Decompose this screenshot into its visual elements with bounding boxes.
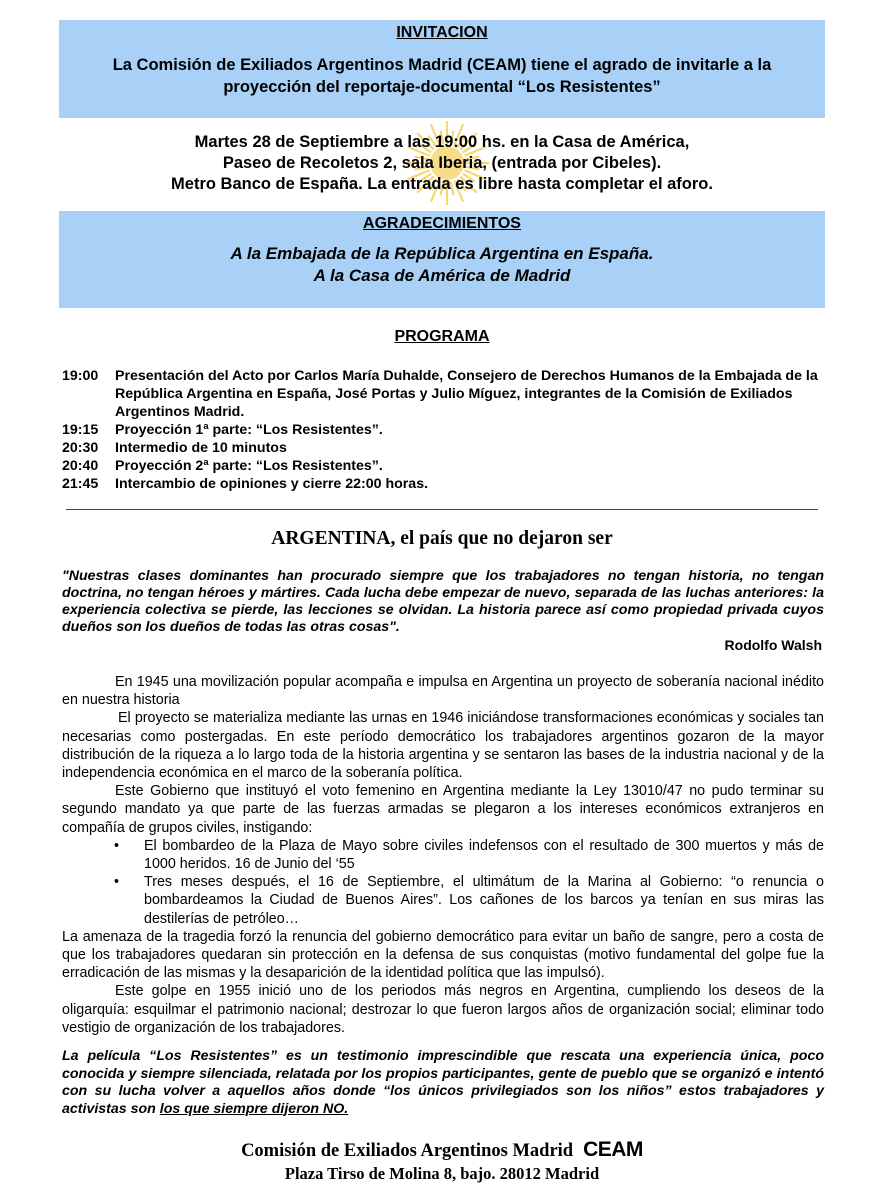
paragraph-4: La amenaza de la tragedia forzó la renuncia del gobierno democrático para evitar un baño de sangre, pero a costa de que los trabajadores quedaran sin protección en la defensa de sus conquistas (motivo fundamental del golpe fue la erradicación de las mismas y la desaparición de la identidad política que las impulsó). (62, 928, 824, 982)
section-divider (66, 509, 818, 510)
invitation-line-2: proyección del reportaje-documental “Los Resistentes” (223, 78, 661, 96)
event-line-2: Paseo de Recoletos 2, sala Iberia, (entrada por Cibeles). (222, 154, 662, 172)
footer (0, 1138, 884, 1185)
program-text: Proyección 1ª parte: “Los Resistentes”. (115, 422, 383, 438)
invitation-line-1: La Comisión de Exiliados Argentinos Madrid (CEAM) tiene el agrado de invitarle a la (112, 56, 772, 74)
closing-text: La película “Los Resistentes” es un testimonio imprescindible que rescata una experiencia única, poco conocida y siempre silenciada, relatada por los propios participantes, gente de pueblo que se organizó e intentó con su lucha volver a aquellos años donde “los únicos privilegiados son los niños” estos trabajadores y activistas son (62, 1048, 824, 1117)
program-text: Presentación del Acto por Carlos María Duhalde, Consejero de Derechos Humanos de la Embajada de la República Argentina en España, José Portas y Julio Míguez, integrantes de la Comisión de Exiliados Argentinos Madrid. (115, 368, 818, 420)
bullet-item (62, 873, 824, 928)
paragraph-2: El proyecto se materializa mediante las urnas en 1946 iniciándose transformaciones económicas y sociales tan necesarias como postergadas. En este período democrático los trabajadores argentinos gozaron de la mayor distribución de la riqueza a lo largo toda de la historia argentina y se sentaron las bases de la industria nacional y de la independencia económica en el marco de la soberanía política. (62, 710, 824, 782)
thanks-text (59, 243, 825, 287)
bullet-text: El bombardeo de la Plaza de Mayo sobre civiles indefensos con el resultado de 300 muertos y más de 1000 heridos. 16 de Junio del ‘55 (144, 837, 824, 873)
article-title: ARGENTINA, el país que no dejaron ser (271, 528, 613, 549)
thanks-title: AGRADECIMIENTOS (363, 215, 521, 232)
invitation-text (59, 54, 825, 98)
bullet-icon: • (114, 874, 120, 891)
closing-paragraph (62, 1048, 824, 1118)
footer-organization: Comisión de Exiliados Argentinos Madrid (241, 1141, 574, 1161)
program-item (62, 457, 827, 475)
event-line-3: Metro Banco de España. La entrada es libre hasta completar el aforo. (171, 175, 713, 193)
program-item (62, 421, 827, 439)
thanks-line-2: A la Casa de América de Madrid (313, 266, 571, 285)
thanks-banner (59, 211, 825, 308)
bullet-text: Tres meses después, el 16 de Septiembre, el ultimátum de la Marina al Gobierno: “o renuncia o bombardeamos la Ciudad de Buenos Aires”. Los cañones de los barcos ya tenían en sus miras las destilerías de petróleo… (144, 874, 824, 927)
program-time: 19:00 (62, 368, 99, 384)
thanks-line-1: A la Embajada de la República Argentina en España. (230, 244, 654, 263)
program-time: 20:30 (62, 440, 99, 456)
paragraph-3: Este Gobierno que instituyó el voto femenino en Argentina mediante la Ley 13010/47 no pudo terminar su segundo mandato ya que parte de las fuerzas armadas se plegaron a los intereses económicos extranjeros en compañía de grupos civiles, instigando: (62, 783, 824, 836)
quote-text: "Nuestras clases dominantes han procurado siempre que los trabajadores no tengan historia, no tengan doctrina, no tengan héroes y mártires. Cada lucha debe empezar de nuevo, separada de las luchas anteriores: la experiencia colectiva se pierde, las lecciones se olvidan. La historia parece así como propiedad privada cuyos dueños son los dueños de todas las otras cosas". (62, 568, 824, 635)
invitation-banner (59, 20, 825, 118)
program-item (62, 439, 827, 457)
program-time: 20:40 (62, 458, 99, 474)
ceam-logo: CEAM (583, 1138, 643, 1161)
program-item (62, 475, 827, 493)
program-text: Intermedio de 10 minutos (115, 440, 287, 456)
article-body (62, 673, 824, 1037)
program-text: Proyección 2ª parte: “Los Resistentes”. (115, 458, 383, 474)
footer-name-line (0, 1138, 884, 1163)
bullet-icon: • (114, 837, 120, 854)
event-line-1: Martes 28 de Septiembre a las 19:00 hs. en la Casa de América, (194, 133, 690, 151)
program-item (62, 367, 827, 421)
bullet-item (62, 837, 824, 873)
program-text: Intercambio de opiniones y cierre 22:00 horas. (115, 476, 429, 492)
paragraph-5: Este golpe en 1955 inició uno de los periodos más negros en Argentina, cumpliendo los deseos de la oligarquía: esquilmar el patrimonio nacional; destrozar lo que fueron largos años de organización social; eliminar todo vestigio de organización de los trabajadores. (62, 983, 824, 1036)
closing-underlined-text: los que siempre dijeron NO. (159, 1100, 349, 1117)
program-title: PROGRAMA (394, 328, 490, 345)
bullet-list (62, 837, 824, 928)
program-time: 19:15 (62, 422, 99, 438)
invitation-title: INVITACION (396, 24, 488, 41)
program-time: 21:45 (62, 476, 99, 492)
event-details (59, 132, 825, 195)
program-list (62, 367, 827, 493)
paragraph-1: En 1945 una movilización popular acompaña e impulsa en Argentina un proyecto de soberanía nacional inédito en nuestra historia (62, 674, 824, 709)
quote-author: Rodolfo Walsh (724, 637, 822, 653)
footer-address: Plaza Tirso de Molina 8, bajo. 28012 Madrid (284, 1164, 600, 1183)
